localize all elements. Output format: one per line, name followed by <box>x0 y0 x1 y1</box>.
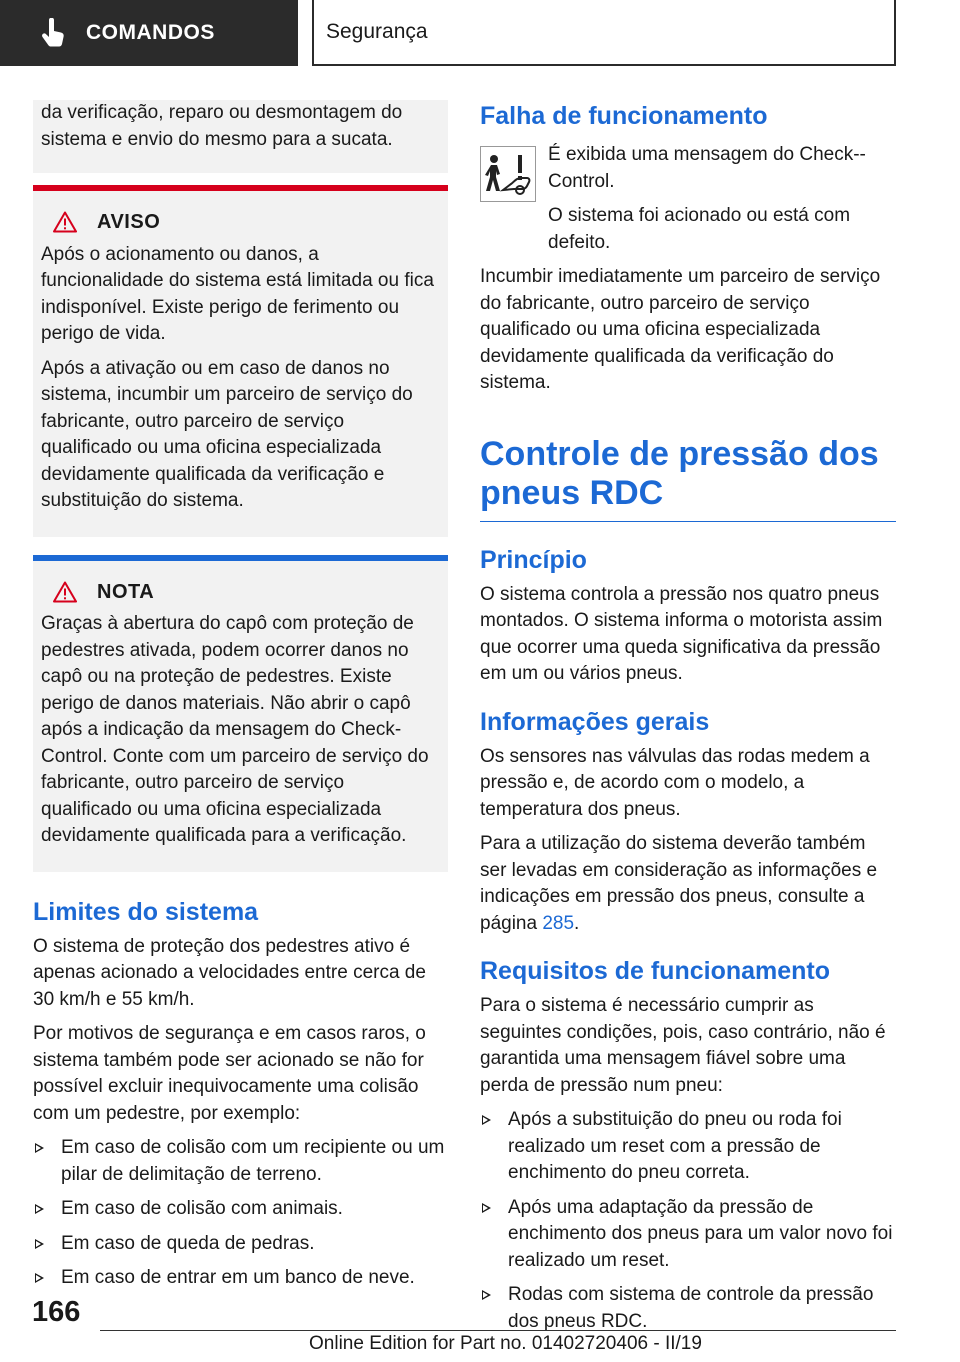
warning-triangle-icon <box>53 211 77 233</box>
list-item: Em caso de queda de pedras. <box>33 1231 448 1258</box>
warning-header <box>41 209 440 236</box>
note-box <box>33 555 448 872</box>
footer-edition: Online Edition for Part no. 01402720406 - II/19 <box>309 1333 702 1354</box>
general-info-end: . <box>574 912 580 934</box>
list-item: Em caso de colisão com animais. <box>33 1196 448 1223</box>
general-info-heading: Informações gerais <box>480 707 710 736</box>
tab-comandos[interactable] <box>0 0 298 66</box>
left-column <box>33 100 448 1300</box>
principle-heading: Princípio <box>480 545 587 574</box>
warning-title: AVISO <box>97 211 161 233</box>
footer-divider <box>100 1330 896 1331</box>
warning-triangle-icon <box>53 581 77 603</box>
malfunction-paragraph: Incumbir imediatamente um parceiro de serviço do fabricante, outro parceiro de serviço qualificado ou uma oficina especializada devidamente qualificada da verificação do sistema. <box>480 266 881 393</box>
general-info-paragraph <box>480 831 896 937</box>
requirements-list <box>480 1107 896 1335</box>
list-item: Em caso de colisão com um recipiente ou um pilar de delimitação de terreno. <box>33 1135 448 1188</box>
general-info-text: Para a utilização do sistema deverão também ser levadas em consideração as informações e indicações em pressão dos pneus, consulte a página <box>480 833 878 934</box>
requirements-heading: Requisitos de funcionamento <box>480 957 831 985</box>
note-title: NOTA <box>97 580 155 603</box>
limits-paragraph: O sistema de proteção dos pedestres ativo é apenas acionado a velocidades entre cerca de 30 km/h e 55 km/h. <box>33 935 426 1010</box>
note-paragraph: Graças à abertura do capô com proteção de pedestres ativada, podem ocorrer danos no capô ou na proteção de pedestres. Existe perigo de danos materiais. Não abrir o capô após a indicação da mensagem do Check-Control. Conte com um parceiro de serviço do fabricante, outro parceiro de serviço qualificado ou uma oficina especializada devidamente qualificada para a verificação. <box>41 613 429 846</box>
warning-paragraph: Após a ativação ou em caso de danos no sistema, incumbir um parceiro de serviço do fabricante, outro parceiro de serviço qualificado ou uma oficina especializada devidamente qualificada da verificação e substituição do sistema. <box>41 357 413 511</box>
page-link[interactable]: 285 <box>542 912 575 934</box>
hand-pointer-icon <box>40 18 66 48</box>
warning-box <box>33 185 448 537</box>
general-info-paragraph: Os sensores nas válvulas das rodas medem a pressão e, de acordo com o modelo, a temperatura dos pneus. <box>480 745 870 820</box>
page-header <box>0 0 960 66</box>
continued-text: da verificação, reparo ou desmontagem do sistema e envio do mesmo para a sucata. <box>41 102 403 150</box>
list-item: Após uma adaptação da pressão de enchimento dos pneus para um valor novo foi realizado um reset. <box>480 1195 896 1275</box>
note-header <box>41 579 440 606</box>
right-column <box>480 100 896 1343</box>
malfunction-heading: Falha de funcionamento <box>480 102 768 130</box>
pedestrian-protection-icon <box>480 146 536 202</box>
limits-list <box>33 1135 448 1292</box>
list-item: Rodas com sistema de controle da pressão dos pneus RDC. <box>480 1282 896 1335</box>
check-control-text: É exibida uma mensagem do Check--Control. <box>548 144 866 192</box>
list-item: Em caso de entrar em um banco de neve. <box>33 1265 448 1292</box>
check-control-block <box>480 142 896 256</box>
page-number: 166 <box>32 1296 81 1328</box>
continued-warning-box <box>33 100 448 173</box>
rdc-title: Controle de pressão dos pneus RDC <box>480 435 896 522</box>
limits-paragraph: Por motivos de segurança e em casos raros, o sistema também pode ser acionado se não for possível excluir inequivocamente uma colisão com um pedestre, por exemplo: <box>33 1023 426 1124</box>
principle-paragraph: O sistema controla a pressão nos quatro pneus montados. O sistema informa o motorista assim que ocorrer uma queda significativa da pressão em um ou vários pneus. <box>480 583 883 684</box>
limits-heading: Limites do sistema <box>33 897 259 926</box>
warning-paragraph: Após o acionamento ou danos, a funcionalidade do sistema está limitada ou fica indisponível. Existe perigo de ferimento ou perigo de vida. <box>41 243 434 344</box>
check-control-text: O sistema foi acionado ou está com defeito. <box>548 205 851 253</box>
section-title: Segurança <box>312 0 896 66</box>
list-item: Após a substituição do pneu ou roda foi realizado um reset com a pressão de enchimento do pneu correta. <box>480 1107 896 1187</box>
pedestrian-protection-icon-graphic <box>483 150 533 198</box>
tab-label: COMANDOS <box>86 21 215 44</box>
requirements-paragraph: Para o sistema é necessário cumprir as seguintes condições, pois, caso contrário, não é garantida uma mensagem fiável sobre uma perda de pressão num pneu: <box>480 995 886 1096</box>
